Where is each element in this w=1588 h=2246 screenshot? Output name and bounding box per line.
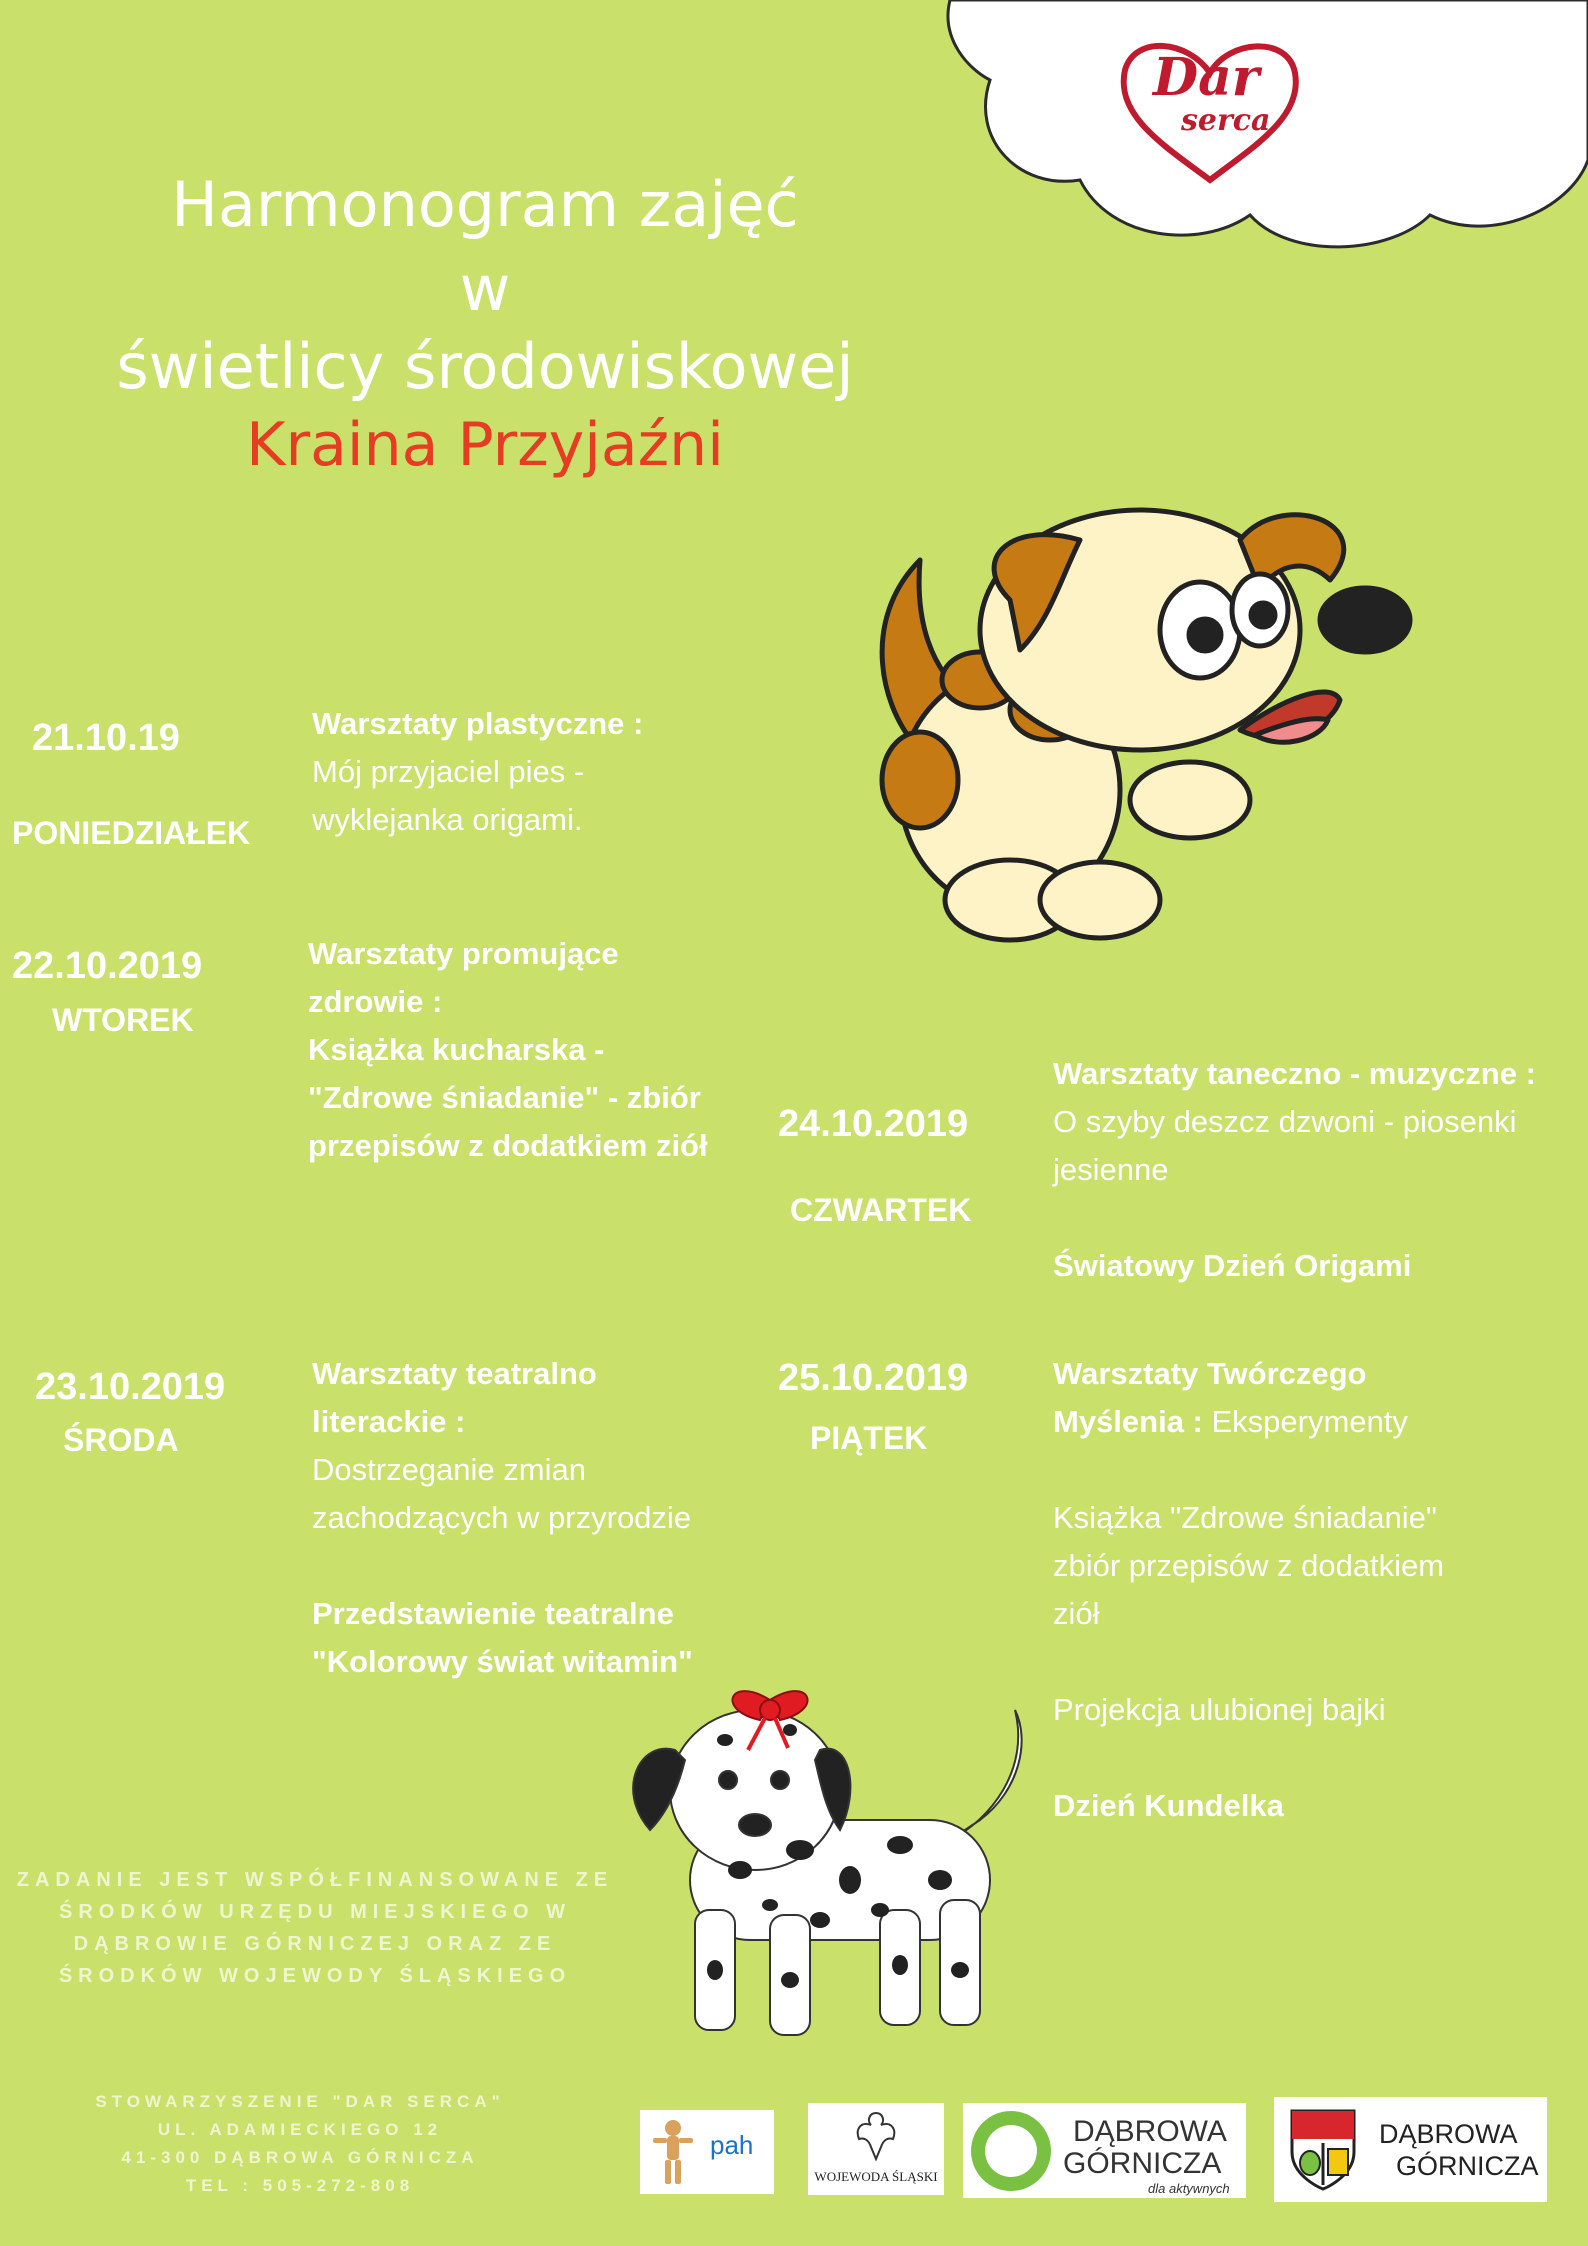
dg2-line-1: DĄBROWA	[1379, 2119, 1518, 2149]
dg-tagline: dla aktywnych	[1148, 2181, 1230, 2196]
wojewoda-logo-text: WOJEWODA ŚLĄSKI	[814, 2169, 938, 2184]
activity-friday	[1053, 1350, 1553, 1830]
activity-desc: O szyby deszcz dzwoni - piosenki	[1053, 1104, 1517, 1139]
title-line-3: świetlicy środowiskowej	[116, 330, 854, 403]
dabrowa-gornicza-coat-logo	[1274, 2097, 1547, 2202]
dg-line-1: DĄBROWA	[1073, 2115, 1227, 2148]
pah-logo	[640, 2110, 774, 2194]
activity-wednesday	[312, 1350, 752, 1686]
dg2-line-2: GÓRNICZA	[1396, 2151, 1539, 2181]
date-friday: 25.10.2019	[778, 1357, 969, 1399]
day-thursday: CZWARTEK	[790, 1192, 972, 1228]
funding-line: DĄBROWIE GÓRNICZEJ ORAZ ZE	[73, 1933, 557, 1955]
activity-title-rest: Eksperymenty	[1202, 1404, 1408, 1439]
puppy-illustration	[860, 500, 1440, 980]
activity-title: Myślenia :	[1053, 1404, 1203, 1439]
logo-text-top: Dar	[1153, 47, 1260, 108]
activity-monday	[312, 700, 752, 844]
funding-line: ŚRODKÓW WOJEWODY ŚLĄSKIEGO	[58, 1965, 572, 1987]
organization-address	[80, 2088, 520, 2200]
activity-title: Warsztaty teatralno	[312, 1356, 597, 1391]
activity-desc: "Zdrowe śniadanie" - zbiór	[308, 1080, 701, 1115]
activity-title: Warsztaty promujące	[308, 936, 619, 971]
activity-desc: jesienne	[1053, 1152, 1169, 1187]
wojewoda-logo	[808, 2103, 944, 2195]
wooden-figure-icon	[648, 2118, 698, 2186]
pah-logo-text: pah	[710, 2130, 754, 2160]
address-line: STOWARZYSZENIE "DAR SERCA"	[95, 2092, 505, 2111]
activity-title: Warsztaty Twórczego	[1053, 1356, 1367, 1391]
day-friday: PIĄTEK	[810, 1420, 928, 1456]
date-wednesday: 23.10.2019	[35, 1366, 226, 1408]
activity-desc: Dostrzeganie zmian	[312, 1452, 586, 1487]
day-wednesday: ŚRODA	[63, 1422, 179, 1458]
title-line-2: w	[459, 252, 511, 325]
activity-desc: przepisów z dodatkiem ziół	[308, 1128, 708, 1163]
dalmatian-illustration	[620, 1680, 1040, 2050]
eagle-icon	[851, 2109, 901, 2163]
day-tuesday: WTOREK	[52, 1002, 194, 1038]
dar-serca-logo	[1103, 25, 1318, 195]
activity-desc: Książka kucharska -	[308, 1032, 605, 1067]
address-line: 41-300 DĄBROWA GÓRNICZA	[121, 2148, 479, 2167]
activity-desc: Książka "Zdrowe śniadanie"	[1053, 1500, 1437, 1535]
date-monday: 21.10.19	[32, 717, 180, 759]
title-line-1: Harmonogram zajęć	[171, 168, 799, 241]
dg-emblem-icon	[969, 2109, 1053, 2193]
activity-extra: Światowy Dzień Origami	[1053, 1248, 1412, 1283]
activity-title: Warsztaty plastyczne :	[312, 706, 644, 741]
activity-desc: Mój przyjaciel pies -	[312, 754, 585, 789]
funding-line: ŚRODKÓW URZĘDU MIEJSKIEGO W	[58, 1901, 571, 1923]
activity-title: literackie :	[312, 1404, 466, 1439]
activity-extra: Dzień Kundelka	[1053, 1788, 1284, 1823]
activity-extra: "Kolorowy świat witamin"	[312, 1644, 693, 1679]
date-thursday: 24.10.2019	[778, 1103, 969, 1145]
activity-desc: wyklejanka origami.	[312, 802, 583, 837]
activity-extra: Projekcja ulubionej bajki	[1053, 1692, 1386, 1727]
address-line: TEL : 505-272-808	[185, 2176, 415, 2195]
day-monday: PONIEDZIAŁEK	[12, 815, 251, 851]
address-line: UL. ADAMIECKIEGO 12	[157, 2120, 443, 2139]
dabrowa-gornicza-logo	[963, 2103, 1246, 2198]
activity-desc: ziół	[1053, 1596, 1100, 1631]
funding-line: ZADANIE JEST WSPÓŁFINANSOWANE ZE	[16, 1869, 614, 1891]
subtitle: Kraina Przyjaźni	[246, 410, 724, 480]
activity-title: Warsztaty taneczno - muzyczne :	[1053, 1056, 1536, 1091]
activity-tuesday	[308, 930, 778, 1170]
logo-text-bottom: serca	[1181, 103, 1271, 138]
funding-note	[10, 1864, 620, 1992]
activity-extra: Przedstawienie teatralne	[312, 1596, 674, 1631]
dg-line-2: GÓRNICZA	[1063, 2147, 1222, 2180]
activity-thursday	[1053, 1050, 1583, 1290]
coat-of-arms-icon	[1288, 2107, 1358, 2192]
activity-title: zdrowie :	[308, 984, 443, 1019]
activity-desc: zbiór przepisów z dodatkiem	[1053, 1548, 1445, 1583]
activity-desc: zachodzących w przyrodzie	[312, 1500, 692, 1535]
date-tuesday: 22.10.2019	[12, 945, 203, 987]
